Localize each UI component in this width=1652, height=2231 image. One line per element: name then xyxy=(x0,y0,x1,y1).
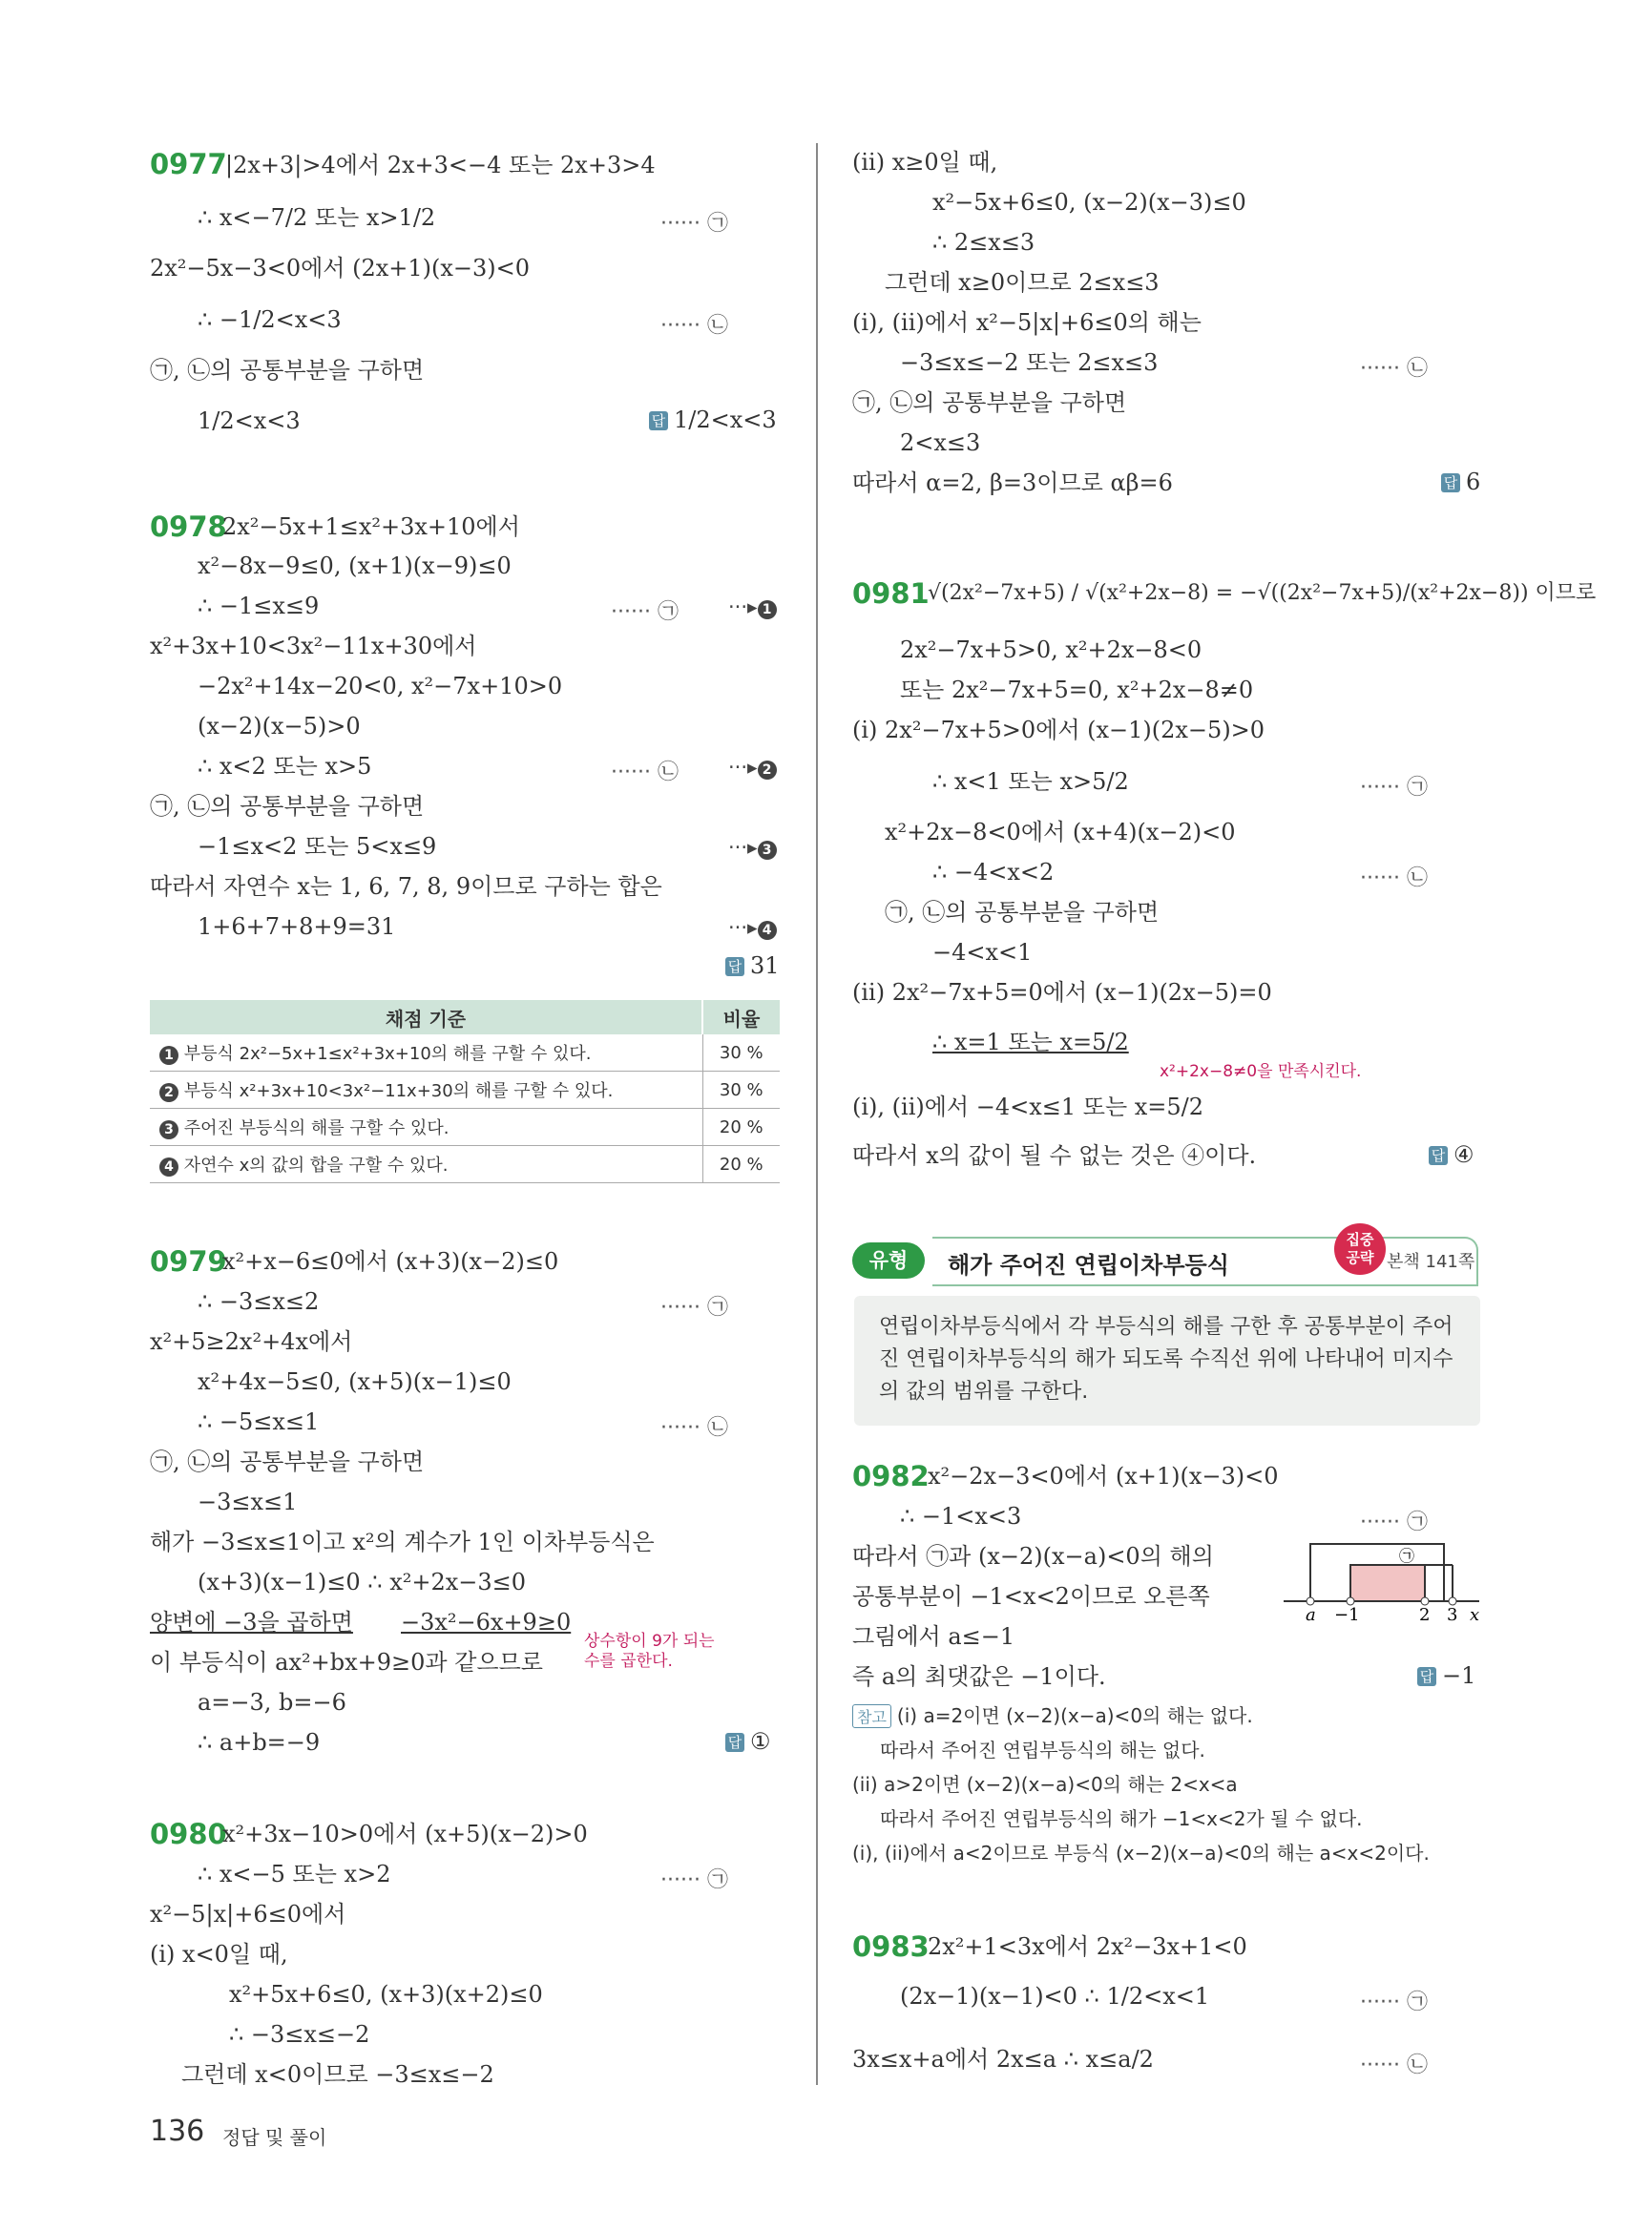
solution-line: x²−2x−3<0에서 (x+1)(x−3)<0 xyxy=(928,1463,1279,1490)
table-row: 1 부등식 2x²−5x+1≤x²+3x+10의 해를 구할 수 있다. 30 % xyxy=(150,1034,780,1072)
solution-line: x²−5|x|+6≤0에서 xyxy=(150,1901,346,1928)
solution-line: ∴ x<2 또는 x>5 xyxy=(198,753,372,780)
marker-a: ······ ㉠ xyxy=(660,1868,728,1892)
table-row: 2 부등식 x²+3x+10<3x²−11x+30의 해를 구할 수 있다. 30 % xyxy=(150,1072,780,1109)
solution-line: 2x²−7x+5>0, x²+2x−8<0 xyxy=(900,636,1202,663)
axis-label-x: x xyxy=(1470,1605,1480,1622)
page-number: 136 xyxy=(150,2115,205,2148)
solution-line: (i) 2x²−7x+5>0에서 (x−1)(2x−5)>0 xyxy=(852,717,1265,743)
solution-line: (ii) 2x²−7x+5=0에서 (x−1)(2x−5)=0 xyxy=(852,979,1272,1006)
step-4: ···▸ 4 xyxy=(728,916,777,940)
solution-line: 3x≤x+a에서 2x≤a ∴ x≤a/2 xyxy=(852,2046,1154,2073)
answer: 답 6 xyxy=(1441,469,1480,495)
solution-line: 따라서 자연수 x는 1, 6, 7, 8, 9이므로 구하는 합은 xyxy=(150,873,662,900)
solution-line: ㉠, ㉡의 공통부분을 구하면 xyxy=(150,793,425,820)
problem-number: 0978 xyxy=(150,511,227,543)
answer-icon: 답 xyxy=(725,1733,744,1752)
solution-line: 그런데 x<0이므로 −3≤x≤−2 xyxy=(181,2061,494,2088)
solution-line: 양변에 −3을 곱하면 xyxy=(150,1609,353,1636)
solution-line: x²−8x−9≤0, (x+1)(x−9)≤0 xyxy=(198,553,512,579)
solution-line: −1≤x<2 또는 5<x≤9 xyxy=(198,833,437,860)
table-row: 4 자연수 x의 값의 합을 구할 수 있다. 20 % xyxy=(150,1146,780,1183)
type-title: 해가 주어진 연립이차부등식 xyxy=(948,1252,1229,1279)
marker-a: ······ ㉠ xyxy=(1360,1511,1428,1534)
solution-line: (ii) x≥0일 때, xyxy=(852,149,998,176)
solution-line: x²−5x+6≤0, (x−2)(x−3)≤0 xyxy=(932,189,1246,216)
solution-line: (i), (ii)에서 −4<x≤1 또는 x=5/2 xyxy=(852,1094,1204,1120)
marker-b: ······ ㉡ xyxy=(1360,2054,1428,2077)
solution-line: x²+3x−10>0에서 (x+5)(x−2)>0 xyxy=(222,1821,588,1847)
problem-number: 0979 xyxy=(150,1245,227,1278)
answer-icon: 답 xyxy=(725,957,744,976)
solution-line: −3x²−6x+9≥0 xyxy=(401,1609,572,1636)
solution-line: ㉠, ㉡의 공통부분을 구하면 xyxy=(885,899,1160,926)
solution-line: −3≤x≤1 xyxy=(198,1489,298,1515)
answer-icon: 답 xyxy=(649,411,668,430)
reference-note-line: (ii) a>2이면 (x−2)(x−a)<0의 해는 2<x<a xyxy=(852,1773,1238,1796)
solution-line: 2x²−5x−3<0에서 (2x+1)(x−3)<0 xyxy=(150,255,531,281)
solution-line: √(2x²−7x+5) / √(x²+2x−8) = −√((2x²−7x+5)/(x²+2x−8)) 이므로 xyxy=(928,581,1597,605)
answer: 답 ① xyxy=(725,1728,771,1755)
axis-label-minus1: −1 xyxy=(1334,1605,1360,1622)
answer-icon: 답 xyxy=(1441,473,1460,492)
problem-number: 0980 xyxy=(150,1818,227,1850)
solution-line: (i), (ii)에서 x²−5|x|+6≤0의 해는 xyxy=(852,309,1202,336)
marker-b: ······ ㉡ xyxy=(660,314,728,338)
side-note: 상수항이 9가 되는 수를 곱한다. xyxy=(584,1632,715,1671)
solution-line: ∴ 2≤x≤3 xyxy=(932,229,1035,256)
solution-line: ∴ −1/2<x<3 xyxy=(198,306,342,333)
solution-line: x²+5x+6≤0, (x+3)(x+2)≤0 xyxy=(229,1981,543,2008)
solution-line: 공통부분이 −1<x<2이므로 오른쪽 xyxy=(852,1583,1210,1610)
solution-line: ∴ x<−5 또는 x>2 xyxy=(198,1861,391,1887)
solution-line: (2x−1)(x−1)<0 ∴ 1/2<x<1 xyxy=(900,1983,1210,2010)
textbook-reference: 본책 141쪽 xyxy=(1387,1252,1475,1272)
solution-line: ㉠, ㉡의 공통부분을 구하면 xyxy=(150,1449,425,1475)
grading-header-ratio: 비율 xyxy=(702,1000,780,1034)
solution-line: ∴ −1<x<3 xyxy=(900,1503,1022,1530)
solution-line: (i) x<0일 때, xyxy=(150,1941,288,1968)
solution-line: 이 부등식이 ax²+bx+9≥0과 같으므로 xyxy=(150,1649,543,1676)
reference-note-line: (i), (ii)에서 a<2이므로 부등식 (x−2)(x−a)<0의 해는 a<x<2이다. xyxy=(852,1842,1430,1865)
reference-note: 참고 (i) a=2이면 (x−2)(x−a)<0의 해는 없다. xyxy=(852,1700,1253,1728)
solution-line: x²+3x+10<3x²−11x+30에서 xyxy=(150,633,477,659)
solution-line: (x−2)(x−5)>0 xyxy=(198,713,361,740)
marker-b: ······ ㉡ xyxy=(1360,866,1428,890)
number-line-figure xyxy=(1279,1536,1484,1622)
marker-b: ······ ㉡ xyxy=(660,1416,728,1440)
problem-number: 0982 xyxy=(852,1460,930,1492)
solution-line: ∴ −4<x<2 xyxy=(932,859,1055,886)
solution-line: x²+x−6≤0에서 (x+3)(x−2)≤0 xyxy=(222,1248,559,1275)
solution-line: −3≤x≤−2 또는 2≤x≤3 xyxy=(900,349,1159,376)
region-label: ㉠ xyxy=(1399,1547,1415,1565)
grading-table xyxy=(150,1000,780,1183)
solution-line: |2x+3|>4에서 2x+3<−4 또는 2x+3>4 xyxy=(225,152,656,178)
reference-note-line: 따라서 주어진 연립부등식의 해는 없다. xyxy=(880,1739,1205,1762)
table-row: 3 주어진 부등식의 해를 구할 수 있다. 20 % xyxy=(150,1109,780,1146)
reference-tag: 참고 xyxy=(852,1704,891,1728)
answer-icon: 답 xyxy=(1417,1667,1436,1686)
solution-line: 따라서 α=2, β=3이므로 αβ=6 xyxy=(852,469,1173,496)
solution-line: a=−3, b=−6 xyxy=(198,1689,346,1716)
type-badge: 유형 xyxy=(852,1242,925,1279)
problem-number: 0981 xyxy=(852,577,930,610)
step-1: ···▸ 1 xyxy=(728,595,777,619)
type-16-header xyxy=(852,1231,1480,1284)
solution-line: ㉠, ㉡의 공통부분을 구하면 xyxy=(150,357,425,384)
solution-line: ∴ x=1 또는 x=5/2 xyxy=(932,1029,1129,1055)
solution-line: ㉠, ㉡의 공통부분을 구하면 xyxy=(852,389,1127,416)
solution-line: 따라서 ㉠과 (x−2)(x−a)<0의 해의 xyxy=(852,1543,1214,1570)
solution-line: x²+5≥2x²+4x에서 xyxy=(150,1328,353,1355)
column-divider xyxy=(816,143,818,2085)
solution-line: 그런데 x≥0이므로 2≤x≤3 xyxy=(885,269,1160,296)
answer-icon: 답 xyxy=(1429,1146,1448,1165)
solution-line: ∴ x<1 또는 x>5/2 xyxy=(932,768,1129,795)
solution-line: ∴ −5≤x≤1 xyxy=(198,1408,320,1435)
answer: 답 ④ xyxy=(1429,1141,1474,1168)
marker-a: ······ ㉠ xyxy=(1360,1991,1428,2014)
answer: 답 31 xyxy=(725,952,780,979)
axis-label-a: a xyxy=(1306,1605,1316,1622)
marker-a: ······ ㉠ xyxy=(660,1296,728,1320)
footer-label: 정답 및 풀이 xyxy=(222,2126,327,2149)
problem-number: 0983 xyxy=(852,1930,930,1963)
type-description: 연립이차부등식에서 각 부등식의 해를 구한 후 공통부분이 주어진 연립이차부등식의 해가 되도록 수직선 위에 나타내어 미지수의 값의 범위를 구한다. xyxy=(854,1296,1480,1426)
solution-line: ∴ a+b=−9 xyxy=(198,1729,321,1756)
solution-line: 해가 −3≤x≤1이고 x²의 계수가 1인 이차부등식은 xyxy=(150,1529,655,1555)
solution-line: 따라서 x의 값이 될 수 없는 것은 ④이다. xyxy=(852,1142,1257,1169)
solution-line: 2<x≤3 xyxy=(900,429,981,456)
solution-line: ∴ −3≤x≤−2 xyxy=(229,2021,370,2048)
focus-badge: 집중 공략 xyxy=(1334,1223,1386,1275)
solution-line: 1+6+7+8+9=31 xyxy=(198,913,396,940)
marker-a: ······ ㉠ xyxy=(660,212,728,236)
solution-line: x²+2x−8<0에서 (x+4)(x−2)<0 xyxy=(885,819,1236,845)
step-2: ···▸ 2 xyxy=(728,756,777,780)
solution-line: 즉 a의 최댓값은 −1이다. xyxy=(852,1663,1106,1690)
solution-line: 2x²+1<3x에서 2x²−3x+1<0 xyxy=(928,1933,1247,1960)
answer: 답 1/2<x<3 xyxy=(649,407,777,433)
solution-line: 1/2<x<3 xyxy=(198,407,301,434)
reference-note-line: 따라서 주어진 연립부등식의 해가 −1<x<2가 될 수 없다. xyxy=(880,1807,1363,1830)
axis-label-3: 3 xyxy=(1447,1605,1458,1622)
solution-line: ∴ −3≤x≤2 xyxy=(198,1288,320,1315)
solution-line: ∴ −1≤x≤9 xyxy=(198,593,320,619)
side-note: x²+2x−8≠0을 만족시킨다. xyxy=(1160,1062,1362,1081)
grading-header-criteria: 채점 기준 xyxy=(150,1000,702,1034)
solution-line: −2x²+14x−20<0, x²−7x+10>0 xyxy=(198,673,563,699)
solution-line: 그림에서 a≤−1 xyxy=(852,1623,1015,1650)
solution-line: −4<x<1 xyxy=(932,939,1033,966)
solution-line: x²+4x−5≤0, (x+5)(x−1)≤0 xyxy=(198,1368,512,1395)
marker-a: ······ ㉠ xyxy=(1360,776,1428,800)
solution-line: (x+3)(x−1)≤0 ∴ x²+2x−3≤0 xyxy=(198,1569,527,1595)
marker-b: ······ ㉡ xyxy=(1360,357,1428,381)
marker-b: ······ ㉡ xyxy=(611,761,679,784)
axis-label-2: 2 xyxy=(1419,1605,1431,1622)
solution-line: ∴ x<−7/2 또는 x>1/2 xyxy=(198,204,436,231)
problem-number: 0977 xyxy=(150,148,227,180)
step-3: ···▸ 3 xyxy=(728,836,777,860)
answer: 답 −1 xyxy=(1417,1662,1475,1689)
solution-line: 2x²−5x+1≤x²+3x+10에서 xyxy=(222,513,520,540)
marker-a: ······ ㉠ xyxy=(611,600,679,624)
solution-line: 또는 2x²−7x+5=0, x²+2x−8≠0 xyxy=(900,677,1254,703)
